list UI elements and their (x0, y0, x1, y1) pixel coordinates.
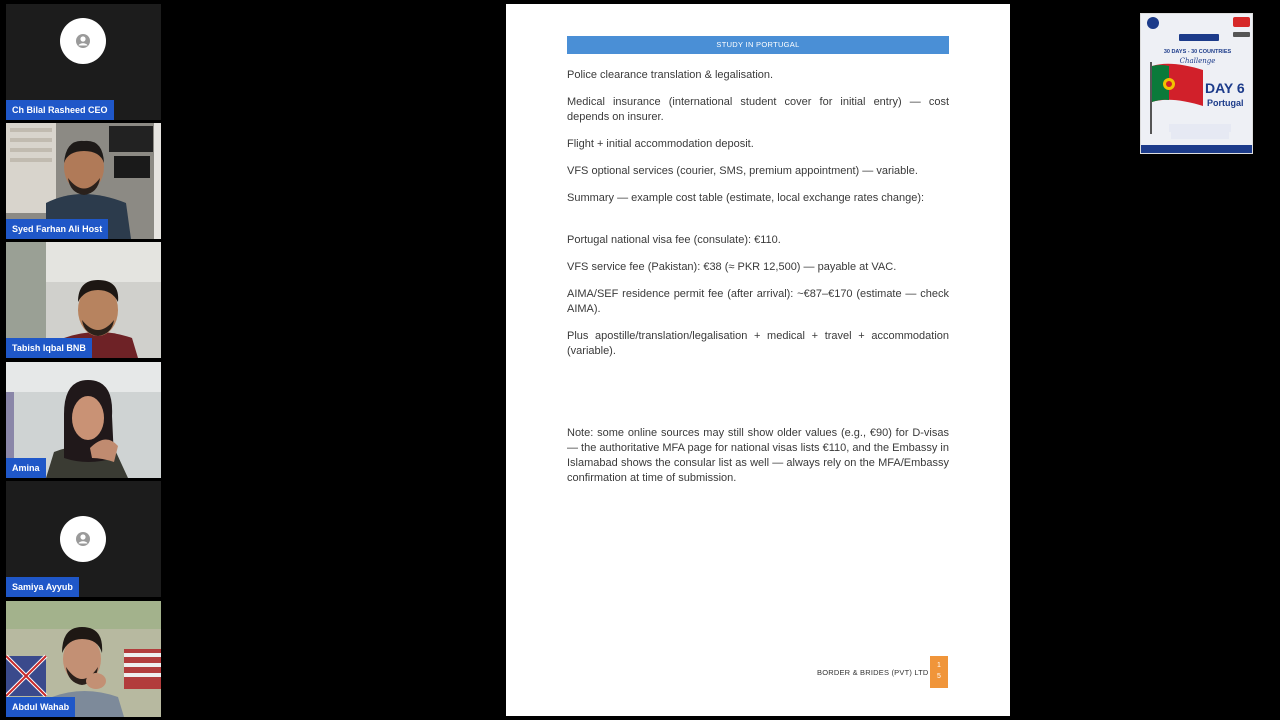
shared-slide (506, 4, 1010, 716)
user-icon (75, 33, 91, 49)
slide-paragraph: Police clearance translation & legalisation. (567, 69, 774, 81)
promo-poster (1140, 13, 1253, 154)
participant-tile-4[interactable] (6, 362, 161, 478)
page-number-digit: 5 (937, 673, 941, 680)
slide-paragraph: Medical insurance (international student cover for initial entry) — cost depends on insurer. (567, 96, 949, 123)
slide-paragraph: AIMA/SEF residence permit fee (after arrival): ~€87–€170 (estimate — check AIMA). (567, 288, 949, 315)
slide-footer: BORDER & BRIDES (PVT) LTD (817, 668, 929, 677)
page-number-badge (930, 656, 948, 688)
user-icon (75, 531, 91, 547)
participant-tile-6[interactable] (6, 601, 161, 717)
slide-note: Note: some online sources may still show older values (e.g., €90) for D-visas — the authoritative MFA page for national visas lists €110, and the Embassy in Islamabad shows the consular list as well — always rely on the MFA/Embassy confirmation at time of submission. (567, 427, 949, 484)
slide-paragraph: VFS optional services (courier, SMS, premium appointment) — variable. (567, 165, 918, 177)
participant-name: Samiya Ayyub (6, 577, 79, 597)
participant-tile-5[interactable] (6, 481, 161, 597)
participant-name: Abdul Wahab (6, 697, 75, 717)
slide-paragraph: Plus apostille/translation/legalisation + medical + travel + accommodation (variable). (567, 330, 949, 357)
slide-paragraph: Portugal national visa fee (consulate): €110. (567, 234, 781, 246)
page-number-digit: 1 (937, 662, 941, 669)
poster-day: DAY 6 (1205, 80, 1245, 96)
participant-name: Syed Farhan Ali Host (6, 219, 108, 239)
avatar (60, 516, 106, 562)
participant-name: Tabish Iqbal BNB (6, 338, 92, 358)
poster-series-sub: Challenge (1179, 57, 1216, 65)
avatar (60, 18, 106, 64)
participant-tile-3[interactable] (6, 242, 161, 358)
slide-paragraph: Flight + initial accommodation deposit. (567, 138, 754, 150)
slide-paragraph: Summary — example cost table (estimate, local exchange rates change): (567, 192, 925, 204)
slide-paragraph: VFS service fee (Pakistan): €38 (≈ PKR 12,500) — payable at VAC. (567, 261, 897, 273)
participant-name: Amina (6, 458, 46, 478)
poster-country: Portugal (1207, 98, 1244, 108)
participant-name: Ch Bilal Rasheed CEO (6, 100, 114, 120)
slide-header: STUDY IN PORTUGAL (567, 36, 949, 54)
participant-tile-1[interactable] (6, 4, 161, 120)
poster-series-title: 30 DAYS - 30 COUNTRIES (1163, 49, 1232, 55)
participant-tile-2[interactable] (6, 123, 161, 239)
